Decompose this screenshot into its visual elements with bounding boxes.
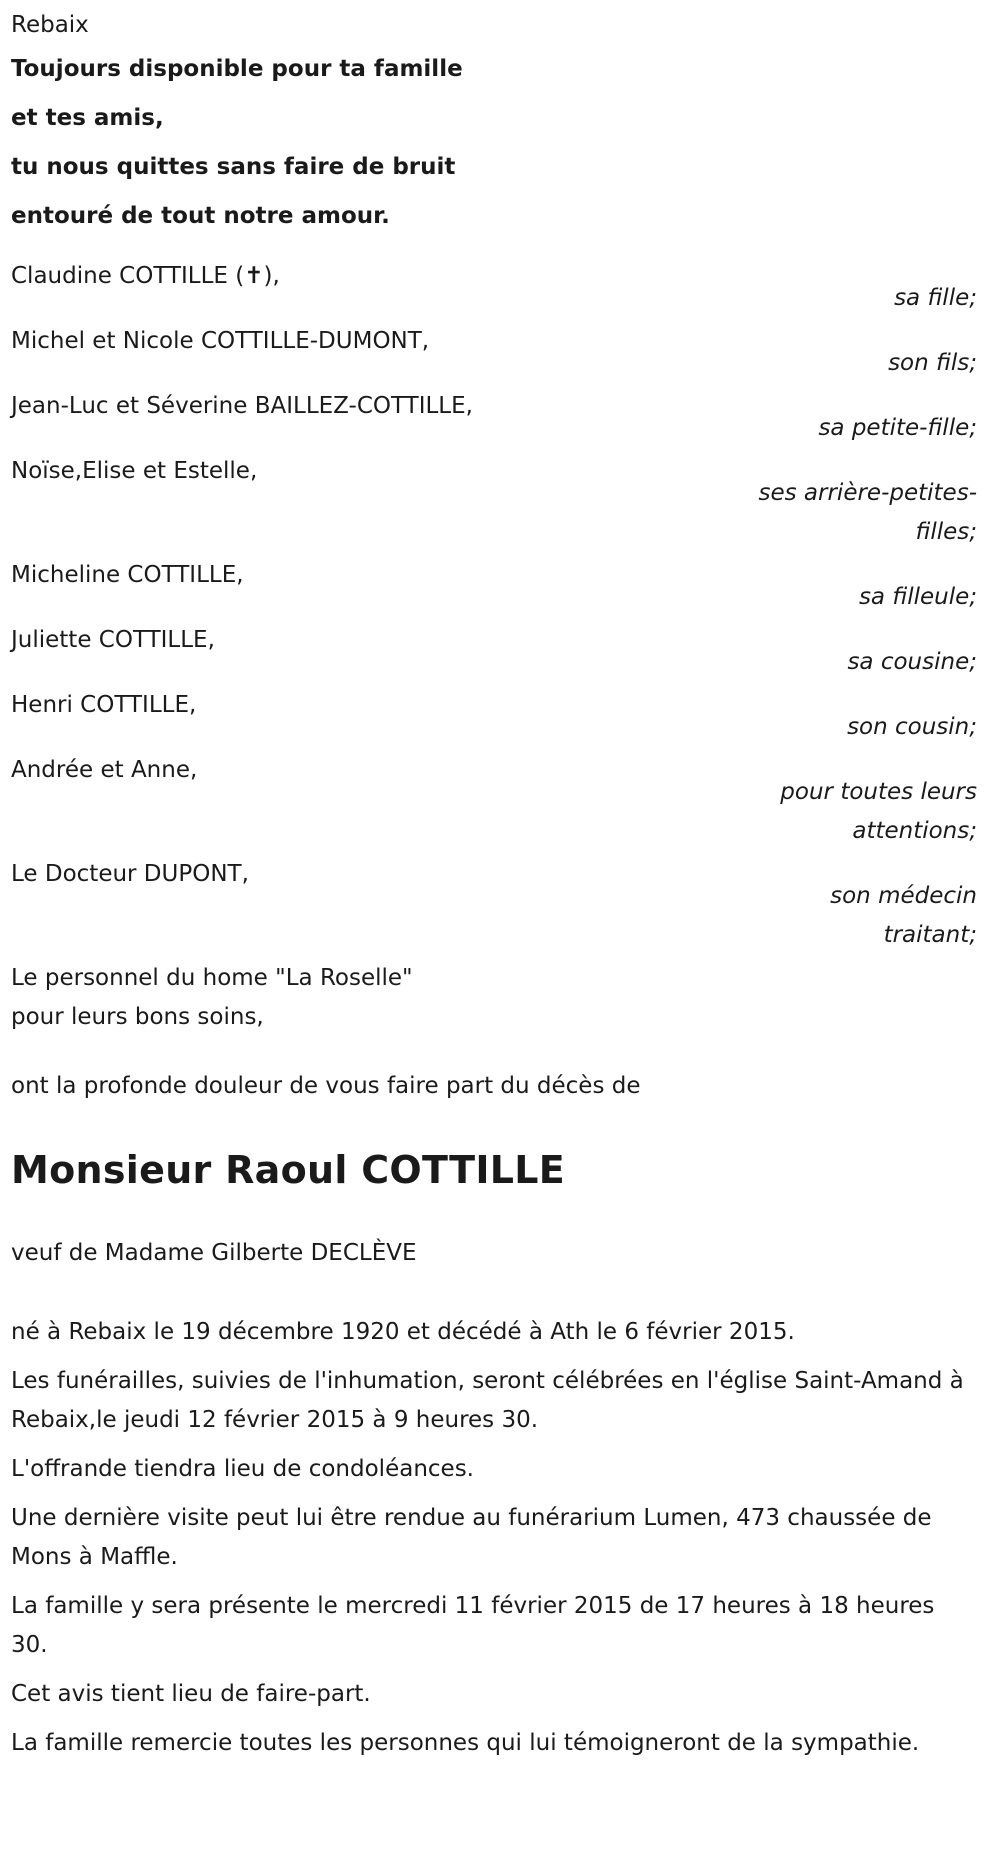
relative-row bbox=[11, 855, 977, 955]
poem-line: et tes amis, bbox=[11, 105, 164, 131]
relative-name: Michel et Nicole COTTILLE-DUMONT, bbox=[11, 328, 430, 354]
relative-role: son médecin traitant; bbox=[830, 883, 977, 948]
poem bbox=[11, 45, 977, 241]
relative-row bbox=[11, 257, 977, 318]
relative-name: Henri COTTILLE, bbox=[11, 692, 197, 718]
detail-paragraph: La famille remercie toutes les personnes qui lui témoigneront de la sympathie. bbox=[11, 1730, 920, 1756]
detail-paragraph: Les funérailles, suivies de l'inhumation, seront célébrées en l'église Saint-Amand à Rebaix,le jeudi 12 février 2015 à 9 heures 30. bbox=[11, 1368, 964, 1433]
relative-role: son cousin; bbox=[847, 714, 977, 740]
detail-paragraph: Une dernière visite peut lui être rendue au funérarium Lumen, 473 chaussée de Mons à Maffle. bbox=[11, 1505, 932, 1570]
detail-paragraph: L'offrande tiendra lieu de condoléances. bbox=[11, 1456, 474, 1482]
announcement-intro: ont la profonde douleur de vous faire part du décès de bbox=[11, 1073, 641, 1099]
relative-name: Andrée et Anne, bbox=[11, 757, 198, 783]
relative-name: Juliette COTTILLE, bbox=[11, 627, 215, 653]
relative-role: sa petite-fille; bbox=[818, 415, 977, 441]
place-name: Rebaix bbox=[11, 12, 89, 38]
relative-name: Jean-Luc et Séverine BAILLEZ-COTTILLE, bbox=[11, 393, 473, 419]
relative-role: sa filleule; bbox=[858, 584, 977, 610]
relative-row bbox=[11, 621, 977, 682]
relative-row bbox=[11, 387, 977, 448]
poem-line: tu nous quittes sans faire de bruit bbox=[11, 154, 456, 180]
relative-role: sa fille; bbox=[894, 285, 977, 311]
staff-line: Le personnel du home "La Roselle" bbox=[11, 965, 413, 991]
relative-row bbox=[11, 686, 977, 747]
relative-row bbox=[11, 556, 977, 617]
spouse-line: veuf de Madame Gilberte DECLÈVE bbox=[11, 1240, 417, 1266]
relative-name: Le Docteur DUPONT, bbox=[11, 861, 249, 887]
relative-row bbox=[11, 751, 977, 851]
detail-paragraph: Cet avis tient lieu de faire-part. bbox=[11, 1681, 371, 1707]
relative-role: son fils; bbox=[888, 350, 977, 376]
staff-thanks bbox=[11, 959, 977, 1037]
deceased-name: Monsieur Raoul COTTILLE bbox=[11, 1148, 566, 1192]
relative-role: pour toutes leurs attentions; bbox=[780, 779, 977, 844]
detail-paragraph: La famille y sera présente le mercredi 11 février 2015 de 17 heures à 18 heures 30. bbox=[11, 1593, 935, 1658]
relative-row bbox=[11, 322, 977, 383]
poem-line: Toujours disponible pour ta famille bbox=[11, 56, 463, 82]
relative-name: Claudine COTTILLE (✝), bbox=[11, 263, 280, 289]
staff-line: pour leurs bons soins, bbox=[11, 1004, 264, 1030]
poem-line: entouré de tout notre amour. bbox=[11, 203, 390, 229]
details bbox=[11, 1313, 977, 1763]
relative-name: Micheline COTTILLE, bbox=[11, 562, 244, 588]
relatives-list bbox=[11, 257, 977, 955]
relative-row bbox=[11, 452, 977, 552]
detail-paragraph: né à Rebaix le 19 décembre 1920 et décédé à Ath le 6 février 2015. bbox=[11, 1319, 795, 1345]
relative-role: ses arrière-petites-filles; bbox=[758, 480, 977, 545]
relative-name: Noïse,Elise et Estelle, bbox=[11, 458, 258, 484]
relative-role: sa cousine; bbox=[847, 649, 977, 675]
